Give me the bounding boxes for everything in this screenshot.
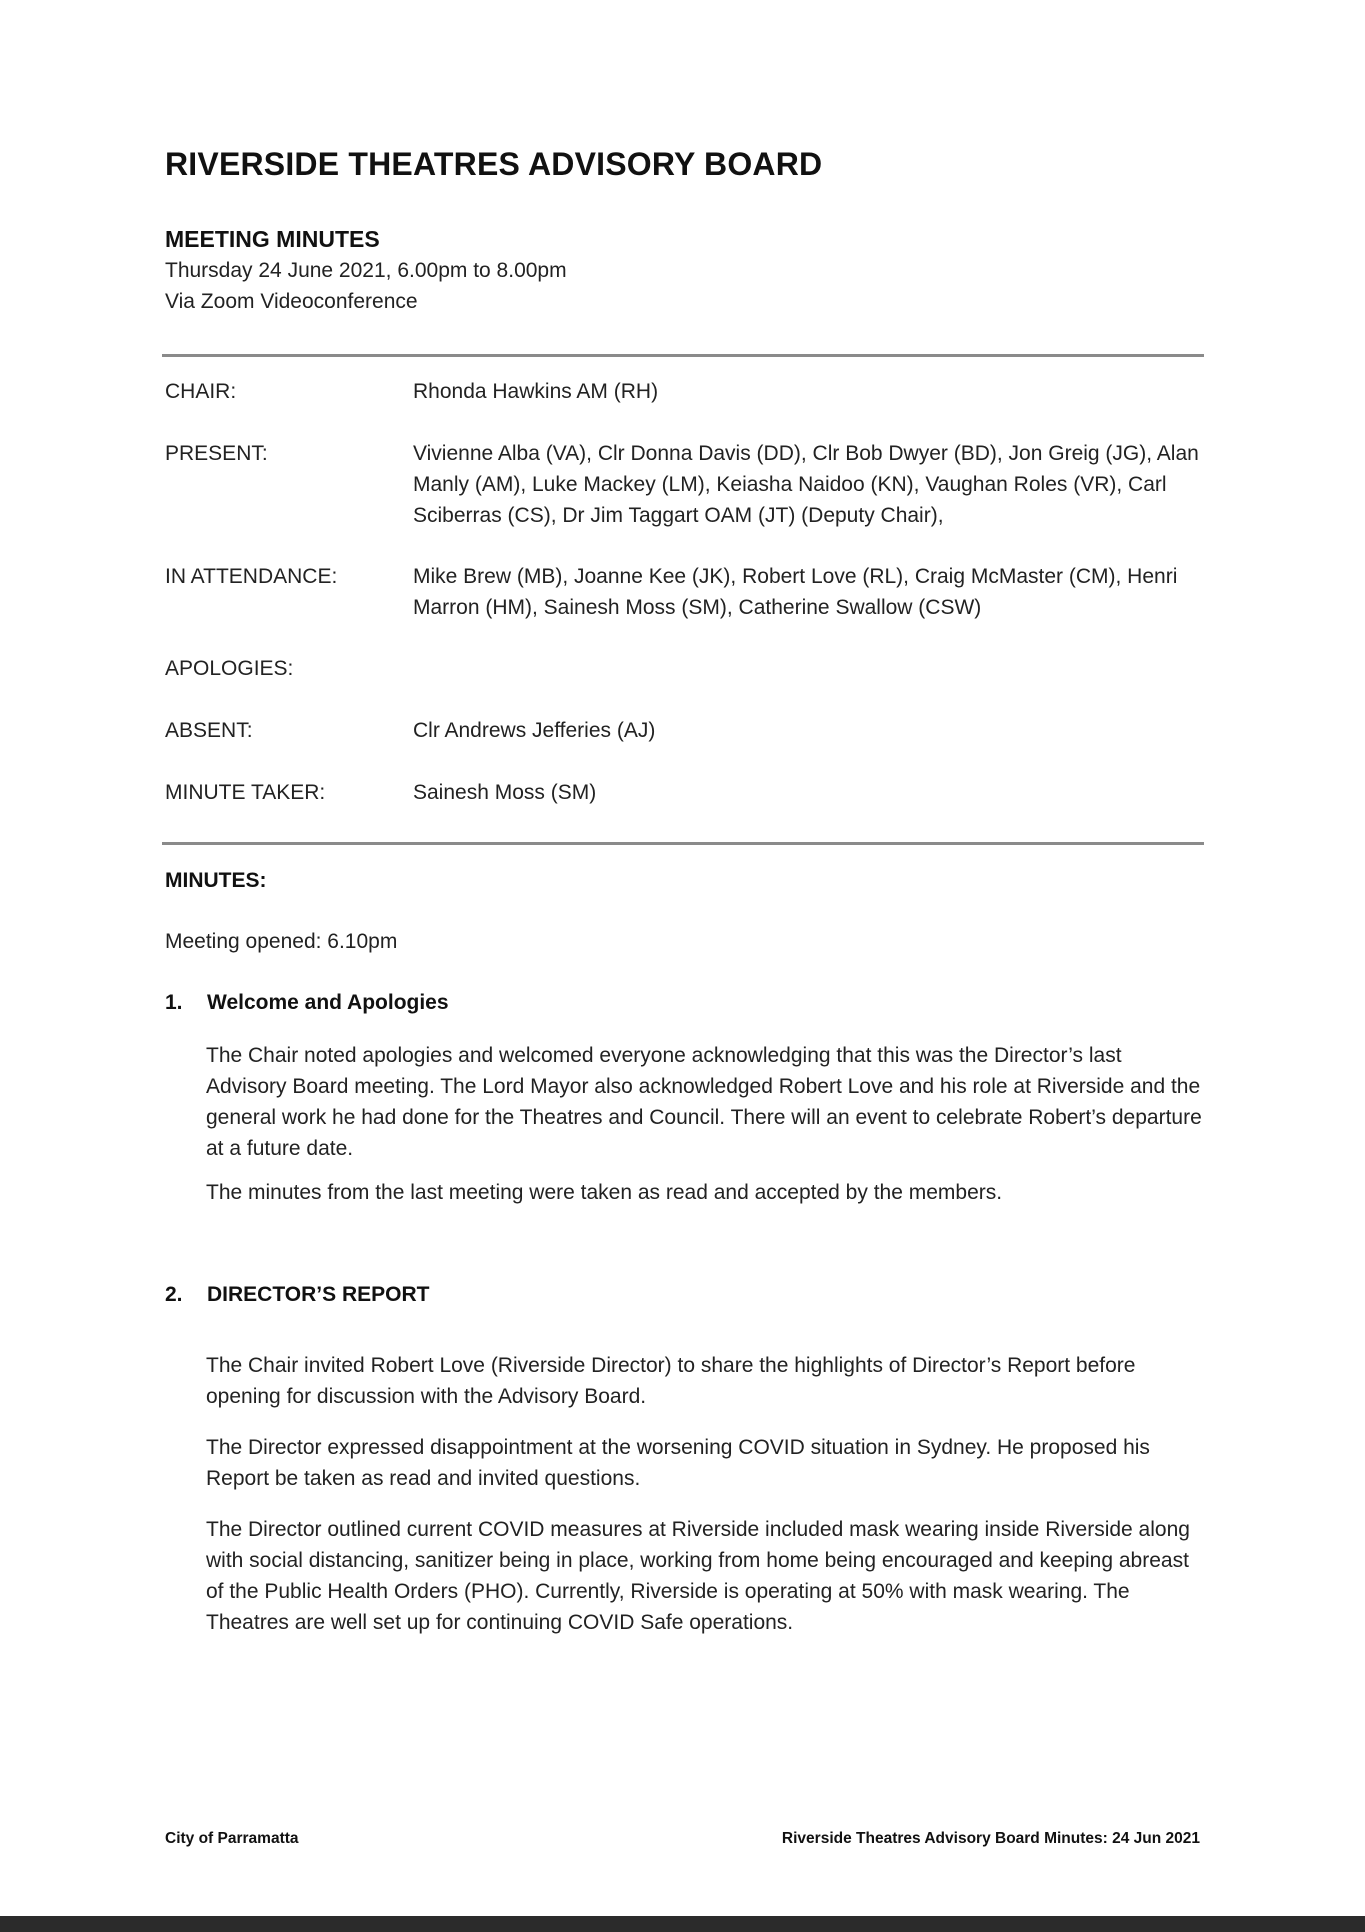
footer-left: City of Parramatta [165,1830,299,1847]
absent-label: ABSENT: [165,719,253,742]
meeting-date-time: Thursday 24 June 2021, 6.00pm to 8.00pm [165,259,567,282]
divider-top [162,354,1204,357]
divider-bottom [162,842,1204,845]
page-bottom-edge [0,1916,1365,1932]
present-label: PRESENT: [165,442,268,465]
minute-taker-value: Sainesh Moss (SM) [413,781,597,804]
item-2-title: DIRECTOR’S REPORT [207,1283,430,1306]
item-1-paragraph: The minutes from the last meeting were taken as read and accepted by the members. [206,1181,1003,1204]
apologies-label: APOLOGIES: [165,657,294,680]
item-1-heading [165,991,449,1015]
minute-taker-label: MINUTE TAKER: [165,781,326,804]
item-2-paragraph: The Director expressed disappointment at the worsening COVID situation in Sydney. He proposed his Report be taken as read and invited questions. [206,1436,1150,1490]
chair-value: Rhonda Hawkins AM (RH) [413,380,659,403]
footer-right: Riverside Theatres Advisory Board Minutes: 24 Jun 2021 [781,1830,1200,1847]
in-attendance-label: IN ATTENDANCE: [165,565,338,588]
absent-value: Clr Andrews Jefferies (AJ) [413,719,656,742]
item-1-number: 1. [165,991,183,1014]
item-2-heading [165,1283,429,1307]
chair-label: CHAIR: [165,380,237,403]
item-2-paragraph: The Chair invited Robert Love (Riverside Director) to share the highlights of Director’s Report before opening for discussion with the Advisory Board. [206,1354,1136,1408]
present-value: Vivienne Alba (VA), Clr Donna Davis (DD), Clr Bob Dwyer (BD), Jon Greig (JG), Alan Manly (AM), Luke Mackey (LM), Keiasha Naidoo (KN), Vaughan Roles (VR), Carl Sciberras (CS), Dr Jim Taggart OAM (JT) (Deputy Chair), [413,442,1199,527]
document-subtitle: MEETING MINUTES [165,226,380,252]
minutes-label: MINUTES: [165,869,267,892]
meeting-venue: Via Zoom Videoconference [165,290,418,313]
item-2-paragraph: The Director outlined current COVID measures at Riverside included mask wearing inside Riverside along with social distancing, sanitizer being in place, working from home being encouraged and keeping abreast of the Public Health Orders (PHO). Currently, Riverside is operating at 50% with mask wearing. The Theatres are well set up for continuing COVID Safe operations. [206,1518,1190,1634]
document-title: RIVERSIDE THEATRES ADVISORY BOARD [165,146,823,182]
item-2-number: 2. [165,1283,183,1306]
item-1-paragraph: The Chair noted apologies and welcomed everyone acknowledging that this was the Director’s last Advisory Board meeting. The Lord Mayor also acknowledged Robert Love and his role at Riverside and the general work he had done for the Theatres and Council. There will an event to celebrate Robert’s departure at a future date. [206,1044,1202,1160]
item-1-title: Welcome and Apologies [207,991,449,1014]
in-attendance-value: Mike Brew (MB), Joanne Kee (JK), Robert Love (RL), Craig McMaster (CM), Henri Marron (HM), Sainesh Moss (SM), Catherine Swallow (CSW) [413,565,1178,619]
meeting-opened: Meeting opened: 6.10pm [165,930,398,953]
